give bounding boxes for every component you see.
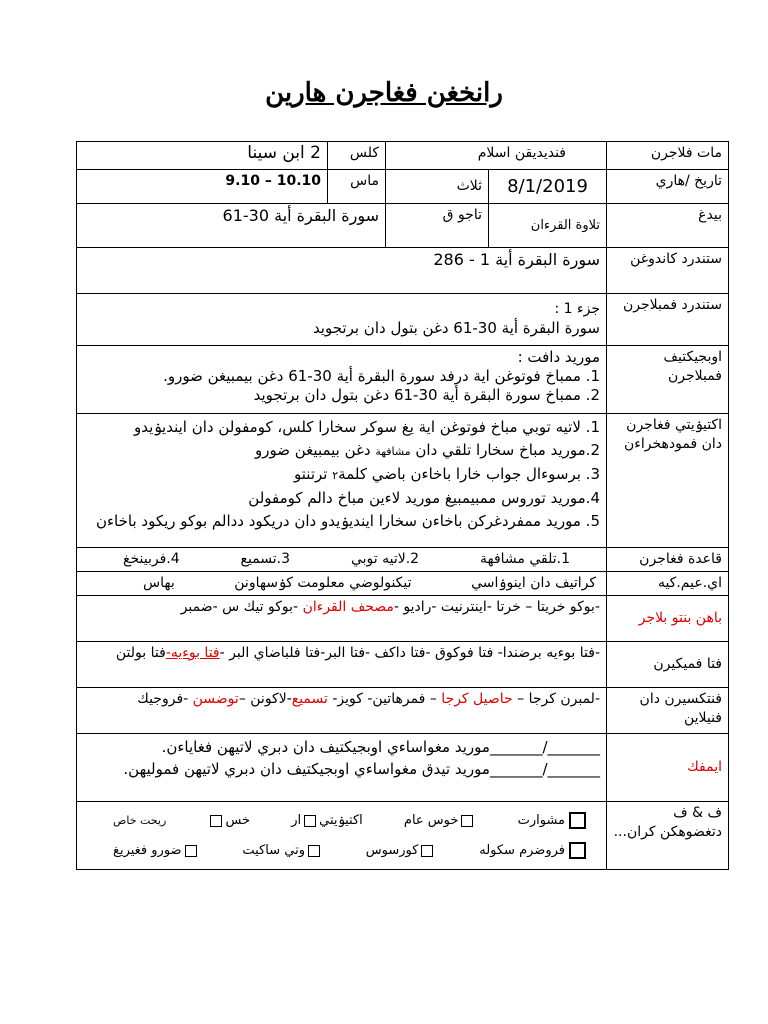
checkbox-icon[interactable] <box>210 815 222 827</box>
standard-learning-value: سورة البقرة أية 30-61 دغن بتول دان برتجويد <box>312 319 600 337</box>
followup-option-label: مشوارت <box>517 813 565 828</box>
ict-items <box>83 574 600 593</box>
row-activities <box>77 414 729 548</box>
activities-cell <box>77 414 607 548</box>
activities-label: اكتيۏيتي فغاجرن دان فمودهخراءن <box>607 414 729 548</box>
activity-text-end: ترتنتو <box>294 465 333 483</box>
standard-learning-label: ستندرد فمبلاجرن <box>607 294 729 346</box>
followup-option <box>404 806 477 836</box>
date-label: تاريخ /هاري <box>607 170 729 204</box>
impact-line: _______/_______موريد مغواساءي اوبجيكتيف دان دبري لاتيهن فغاياءن. <box>161 738 600 756</box>
standard-content-label: ستندرد كاندوغن <box>607 248 729 294</box>
materials-highlight: مصحف القرءان <box>302 599 394 615</box>
time-number: 9.10 – 10.10 <box>225 173 321 189</box>
activity-item <box>83 487 600 510</box>
checkbox-icon[interactable] <box>569 842 586 859</box>
date-number: 8/1/2019 <box>507 176 588 197</box>
activity-small-text: ٢ <box>332 469 339 482</box>
assessment-highlight: حاصيل كرجا <box>441 691 513 707</box>
impact-label: ايمفك <box>607 734 729 802</box>
thinking-cell <box>77 642 607 688</box>
ict-cell <box>77 572 607 596</box>
followup-option-label: ار <box>291 813 302 828</box>
activity-item <box>83 416 600 439</box>
row-standard-learning <box>77 294 729 346</box>
thinking-highlight: فتا بوءيه- <box>165 645 220 661</box>
activity-item <box>83 463 600 487</box>
activity-small-text: مشافهة <box>375 445 411 458</box>
followup-row <box>83 804 600 836</box>
row-thinking <box>77 642 729 688</box>
checkbox-icon[interactable] <box>304 815 316 827</box>
assessment-text: -لاكونن – <box>238 691 292 707</box>
row-objective <box>77 346 729 414</box>
followup-row <box>83 836 600 866</box>
activity-text-end: دغن بيمبيغن ضورو <box>255 441 376 459</box>
method-cell <box>77 548 607 572</box>
activity-text: 5. موريد ممفردغركن باخاءن سخارا اينديۏيدو دان دريكود ددالم بوكو ريكود باخاءن <box>95 512 600 530</box>
followup-option-label: خس <box>225 813 251 828</box>
activity-item <box>83 510 600 533</box>
day-value: ثلاث <box>386 170 489 204</box>
row-standard-content <box>77 248 729 294</box>
checkbox-icon[interactable] <box>308 845 320 857</box>
thinking-label: فتا فميكيرن <box>607 642 729 688</box>
objective-label: اوبجيكتيف فمبلاجرن <box>607 346 729 414</box>
followup-option-label: ضورو فغيريغ <box>113 843 182 858</box>
followup-option <box>479 836 590 866</box>
subject-value: فنديديقن اسلام <box>386 142 607 170</box>
objective-item: 2. ممباخ سورة البقرة أية 30-61 دغن بتول دان برتجويد <box>253 386 600 404</box>
time-value <box>77 170 328 204</box>
standard-learning-cell <box>77 294 607 346</box>
assessment-highlight: توضسن <box>192 691 239 707</box>
assessment-text: -لمبرن كرجا – <box>512 691 600 707</box>
method-item: 2.لاتيه توبي <box>350 551 420 567</box>
followup-option <box>242 836 323 866</box>
ict-item: بهاس <box>143 575 175 591</box>
followup-option <box>366 836 437 866</box>
followup-option-label: خوس عام <box>403 813 459 828</box>
lesson-plan-table <box>76 141 729 870</box>
class-label: كلس <box>328 142 386 170</box>
standard-content-value: سورة البقرة أية 1 - 286 <box>77 248 607 294</box>
followup-option <box>207 806 250 836</box>
checkbox-icon[interactable] <box>185 845 197 857</box>
class-value: 2 ابن سينا <box>77 142 328 170</box>
time-label: ماس <box>328 170 386 204</box>
activity-text: 3. برسوءال جواب خارا باخاءن باضي كلمة <box>338 465 600 483</box>
materials-text-end: -بوكو تيك س -ضمبر <box>180 599 303 615</box>
materials-text: -بوكو خريتا – خرتا -اينترنيت -راديو - <box>393 599 600 615</box>
method-label: قاعدة فغاجرن <box>607 548 729 572</box>
date-value <box>489 170 607 204</box>
followup-option-label: فروضرم سكوله <box>479 843 565 858</box>
objective-item: 1. ممباخ فوتوغن اية درفد سورة البقرة أية 30-61 دغن بيمبيغن ضورو. <box>163 367 600 385</box>
followup-cell <box>77 802 607 870</box>
assessment-highlight: تسميع <box>291 691 328 707</box>
checkbox-icon[interactable] <box>461 815 473 827</box>
followup-option-label: ريحت خاص <box>113 814 167 827</box>
row-topic <box>77 204 729 248</box>
row-assessment <box>77 688 729 734</box>
page-title: رانخغن فغاجرن هارين <box>265 78 503 108</box>
method-item: 3.تسميع <box>240 551 291 567</box>
objective-cell <box>77 346 607 414</box>
ict-label: اي.عيم.كيه <box>607 572 729 596</box>
checkbox-icon[interactable] <box>421 845 433 857</box>
assessment-text: -فروجيك <box>137 691 193 707</box>
followup-option <box>518 806 590 836</box>
assessment-text: – فمرهاتين- كويز- <box>327 691 442 707</box>
tajuk-value: سورة البقرة أية 30-61 <box>77 204 386 248</box>
row-subject <box>77 142 729 170</box>
followup-option <box>291 806 363 836</box>
row-materials <box>77 596 729 642</box>
materials-label: باهن بنتو بلاجر <box>607 596 729 642</box>
row-method <box>77 548 729 572</box>
followup-label: ف & ف دتغضوهكن كران... <box>607 802 729 870</box>
impact-cell <box>77 734 607 802</box>
standard-learning-part: جزء 1 : <box>554 301 600 317</box>
objective-intro: موريد دافت : <box>517 348 600 366</box>
row-date <box>77 170 729 204</box>
activity-item <box>83 439 600 463</box>
assessment-label: فنتكسيرن دان فنيلاين <box>607 688 729 734</box>
followup-option <box>113 836 200 866</box>
thinking-text: -فتا بوءيه برضندا- فتا فوكوق -فتا داكف -فتا البر-فتا فلباضاي البر - <box>219 645 600 661</box>
topic-label: بيدغ <box>607 204 729 248</box>
thinking-text-end: فتا بولتن <box>115 645 166 661</box>
topic-value: تلاوة القرءان <box>489 204 607 248</box>
followup-option-label: اكتيۏيتي <box>319 813 363 828</box>
activity-text: 1. لاتيه توبي مباخ فوتوغن اية يغ سوكر سخارا كلس، كومفولن دان اينديۏيدو <box>133 418 600 436</box>
followup-option-label: وتي ساكيت <box>242 843 305 858</box>
row-followup <box>77 802 729 870</box>
activity-text: 4.موريد توروس ممبيمبيغ موريد لاءين مباخ دالم كومفولن <box>248 489 600 507</box>
row-impact <box>77 734 729 802</box>
impact-line: _______/_______موريد تيدق مغواساءي اوبجيكتيف دان دبري لاتيهن فموليهن. <box>123 760 600 778</box>
materials-cell <box>77 596 607 642</box>
row-ict <box>77 572 729 596</box>
ict-item: كراتيف دان اينوۏاسي <box>471 575 596 591</box>
assessment-cell <box>77 688 607 734</box>
activity-text: 2.موريد مباخ سخارا تلقي دان <box>410 441 600 459</box>
method-item: 4.فربينخغ <box>123 551 180 567</box>
method-item: 1.تلقي مشافهة <box>479 551 570 567</box>
checkbox-icon[interactable] <box>569 812 586 829</box>
subject-label: مات فلاجرن <box>607 142 729 170</box>
tajuk-label: تاجو ق <box>386 204 489 248</box>
followup-option-label: كورسوس <box>365 843 419 858</box>
ict-item: تيكنولوضي معلومت كۏسهاونن <box>234 575 412 591</box>
method-items <box>83 550 600 569</box>
